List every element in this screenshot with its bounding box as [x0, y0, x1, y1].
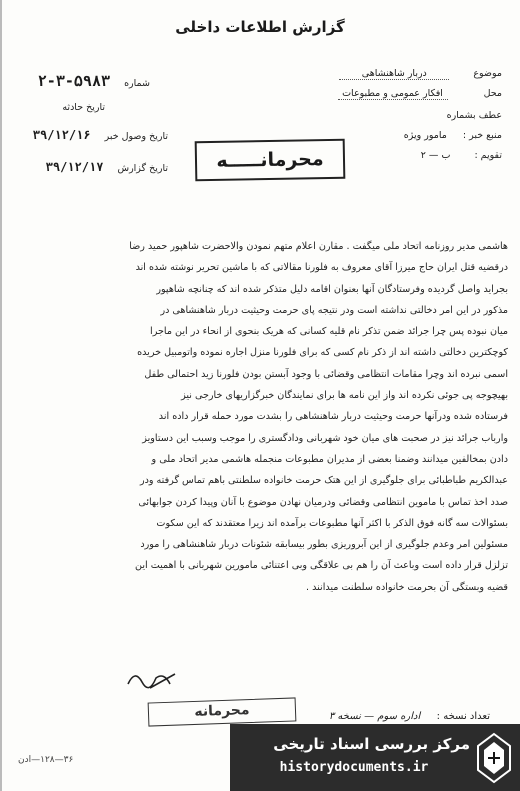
body-line: درقضیه قتل ایران حاج میرزا آقای معروف به فلورنا مقالاتی که با ماشین تحریر نوشته شده اند [135, 262, 508, 274]
archive-logo-icon [474, 730, 514, 786]
receipt-row [33, 128, 168, 142]
body-line: عبدالکریم طباطبائی برای جلوگیری از این هتک حرمت خانواده سلطنتی باهم تماس گرفته ودر [139, 475, 508, 487]
source-value: مامور ویژه [403, 130, 447, 141]
copies-label: تعداد نسخه : [436, 711, 490, 722]
place-label: محل [483, 88, 502, 99]
reference-row [447, 110, 502, 121]
body-line: تزلزل قرار داده است وباعث آن را هم بی علاقگی وبی اعتنائی مامورین شهربانی با اهمیت این [135, 560, 508, 572]
watermark-title: مرکز بررسی اسناد تاریخی [273, 735, 470, 753]
evaluation-row [421, 150, 502, 161]
place-row [338, 88, 502, 100]
body-line: اسمی نبرده اند وچرا مقامات انتظامی وقضائی با وجود آبستن بودن فلورنا زید احتمالی طفل [144, 368, 508, 380]
number-value: ۵۹۸۳-۳-۲ [37, 72, 111, 90]
report-date-value: ۳۹/۱۲/۱۷ [45, 160, 104, 174]
body-line: مسئولین امر وعدم جلوگیری از این آبروریزی بطور بیسابقه شئونات دربار شاهنشاهی را مورد [140, 539, 508, 551]
body-line: صدد اخذ تماس با ماموین انتظامی وقضائی ودرمیان نهادن موضوع با آنان وپیدا کردن جوابهائی [138, 496, 508, 508]
body-line: دادن بمخالفین میدانند وضمنا بعضی از مدیران مطبوعات منجمله هاشمی مدیر اتحاد ملی و [151, 453, 508, 465]
report-body [18, 236, 508, 598]
receipt-label: تاریخ وصول خبر [104, 131, 168, 142]
receipt-value: ۳۹/۱۲/۱۶ [32, 128, 91, 142]
body-line: قضیه وبستگی آن بحرمت خانواده سلطنت میدانند . [306, 581, 508, 593]
source-row [404, 130, 502, 141]
number-row [38, 72, 150, 90]
body-line: وارباب جرائد نیز در صحبت های میان خود شهربانی ودادگستری را موجب وسبب این دستاویز [142, 432, 508, 444]
report-date-row [46, 160, 168, 174]
reference-label: عطف بشماره [446, 110, 502, 121]
event-date-row [62, 102, 105, 113]
evaluation-value: ب — ۲ [420, 150, 451, 161]
body-line: میان نبوده پس چرا جرائد ضمن تذکر نام قلیه کسانی که هریک بنحوی از انحاء در این ماجرا [150, 326, 508, 338]
number-label: شماره [124, 78, 150, 89]
body-line: فرستاده شده ودرآنها حرمت وحیثیت دربار شاهنشاهی را بشدت مورد حمله قرار داده اند [158, 411, 508, 423]
report-date-label: تاریخ گزارش [117, 163, 168, 174]
subject-label: موضوع [473, 68, 502, 79]
event-date-label: تاریخ حادثه [62, 102, 105, 113]
watermark-url: historydocuments.ir [279, 760, 429, 775]
body-line: بسئوالات سه گانه فوق الذکر با اکثر آنها مطبوعات برآمده اند زیرا معتقدند که این سکوت [156, 517, 508, 529]
confidential-stamp: محرمانـــــه [195, 139, 346, 182]
place-value: افکار عمومی و مطبوعات [338, 88, 448, 100]
body-line: هاشمی مدیر روزنامه اتحاد ملی میگفت . مقارن اعلام متهم نمودن والاحضرت شاهپور حمید رضا [129, 241, 508, 252]
body-line: بجراید واصل گردیده وفرستادگان آنها بعنوان اقامه دلیل متذکر شده اند که چنانچه شاهپور [156, 283, 508, 295]
body-line: بهیچوجه پی جوئی نکرده اند واز این نامه ها برای نمایندگان خبرگزاریهای خارجی نیز [181, 390, 508, 402]
signature-icon [120, 664, 190, 694]
subject-value: دربار شاهنشاهی [339, 68, 449, 80]
copies-row [329, 711, 490, 722]
evaluation-label: تقویم : [474, 150, 502, 161]
document-title: گزارش اطلاعات داخلی [175, 18, 345, 36]
confidential-stamp-footer: محرمانه [148, 697, 297, 726]
body-line: کوچکترین دخالتی داشته اند از ذکر نام کسی که برای فلورنا منزل اجاره نموده واتومبیل خریده [137, 347, 508, 359]
scan-edge [0, 0, 2, 791]
source-label: منبع خبر : [462, 130, 502, 141]
copies-value: اداره سوم — نسخه ۳ [328, 711, 421, 722]
archive-code: ۳۶—۱۲۸—ادن [18, 755, 74, 765]
body-line: مذکور در این امر دخالتی نداشته است ودر نتیجه پای حرمت وحیثیت دربار شاهنشاهی در [160, 304, 508, 316]
subject-row [339, 68, 502, 80]
